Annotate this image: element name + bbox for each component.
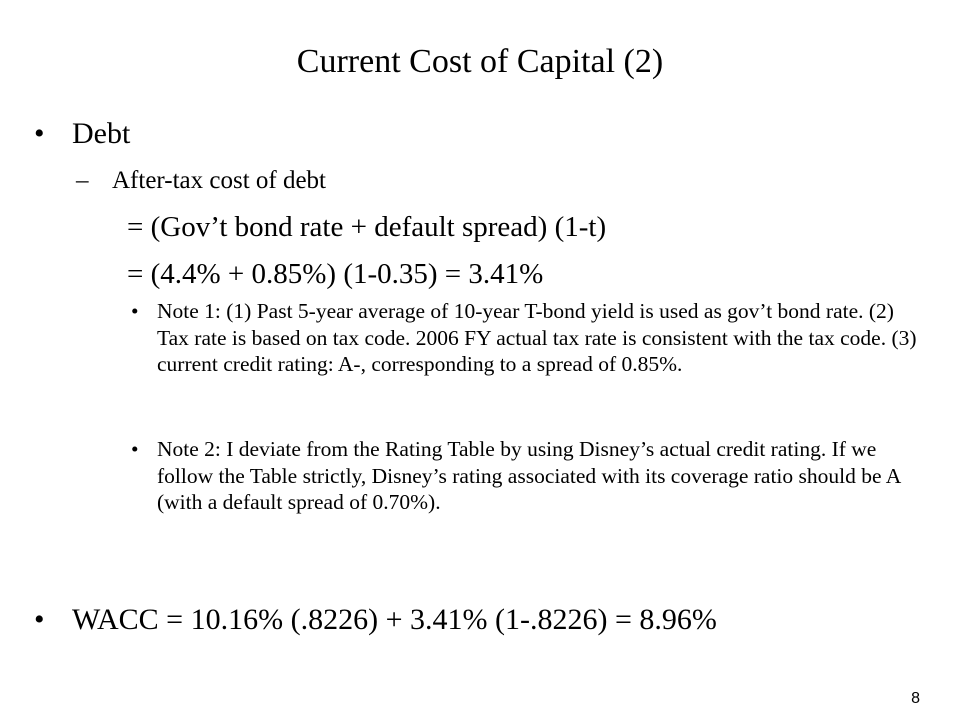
formula-line-general: = (Gov’t bond rate + default spread) (1-t)	[127, 211, 607, 243]
wacc-formula: WACC = 10.16% (.8226) + 3.41% (1-.8226) = 8.96%	[72, 603, 717, 636]
note-marker: •	[131, 299, 139, 323]
note-marker: •	[131, 437, 139, 461]
note-2	[131, 436, 917, 516]
note-2-text: Note 2: I deviate from the Rating Table by using Disney’s actual credit rating. If we follow the Table strictly, Disney’s rating associated with its coverage ratio should be A (with a default spread of 0.70%).	[157, 437, 901, 514]
note-1	[131, 298, 917, 378]
bullet-wacc	[34, 602, 717, 638]
note-1-text: Note 1: (1) Past 5-year average of 10-year T-bond yield is used as gov’t bond rate. (2) Tax rate is based on tax code. 2006 FY actual tax rate is consistent with the tax code. (3) current credit rating: A-, corresponding to a spread of 0.85%.	[157, 299, 917, 376]
bullet-debt	[34, 116, 131, 152]
bullet-debt-label: Debt	[72, 117, 131, 150]
dash-marker: –	[76, 167, 89, 194]
sub-bullet-after-tax-label: After-tax cost of debt	[112, 167, 327, 194]
bullet-marker: •	[34, 117, 45, 150]
formula-line-numeric: = (4.4% + 0.85%) (1-0.35) = 3.41%	[127, 258, 544, 290]
sub-bullet-after-tax	[76, 166, 327, 196]
bullet-marker: •	[34, 603, 45, 636]
slide-title: Current Cost of Capital (2)	[296, 43, 664, 80]
page-number: 8	[911, 690, 920, 707]
